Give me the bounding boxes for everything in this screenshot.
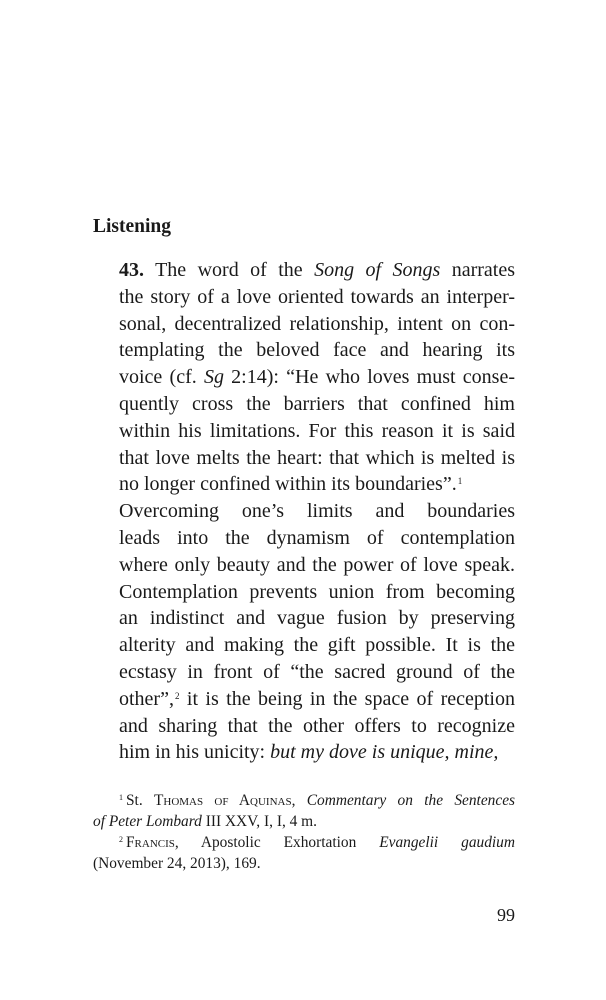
- paragraph-contemplation: [93, 498, 515, 766]
- text-line: 43. The word of the Song of Songs narrates: [119, 259, 515, 281]
- text-line: no longer confined within its boundaries”.$^1$: [119, 473, 463, 496]
- text-line: voice (cf. Sg 2:14): “He who loves must conse-: [119, 366, 515, 389]
- text-line: where only beauty and the power of love speak.: [119, 553, 515, 576]
- footnote-reference: 2: [174, 690, 180, 701]
- footnote-line: (November 24, 2013), 169.: [93, 855, 261, 872]
- footnotes: [93, 790, 515, 874]
- text-line: leads into the dynamism of contemplation: [119, 526, 515, 549]
- italic-text: Commentary on the Sentences: [306, 792, 516, 809]
- book-page: [93, 0, 515, 1000]
- italic-text: Song of Songs: [314, 259, 441, 281]
- footnote-1: [93, 790, 515, 832]
- footnote-line: $^2$ Francis, Apostolic Exhortation Evangelii gaudium: [119, 834, 515, 851]
- paragraph-43: [93, 257, 515, 498]
- italic-text: but my dove is unique, mine,: [270, 741, 499, 764]
- page-number: 99: [497, 905, 515, 925]
- footnote-mark: 2: [119, 835, 123, 844]
- text-line: sonal, decentralized relationship, intent on con-: [119, 312, 515, 335]
- text-line: an indistinct and vague fusion by preserving: [119, 607, 515, 630]
- italic-text: Evangelii gaudium: [379, 834, 515, 851]
- small-caps-name: Thomas of Aquinas: [153, 792, 292, 809]
- text-line: and sharing that the other offers to recognize: [119, 714, 515, 737]
- body-text: [93, 257, 515, 766]
- footnote-line: $^1$ St. Thomas of Aquinas, Commentary on the Sentences: [119, 792, 516, 809]
- section-heading: Listening: [93, 216, 172, 237]
- text-line: quently cross the barriers that confined him: [119, 392, 515, 415]
- footnote-line: of Peter Lombard III XXV, I, I, 4 m.: [93, 813, 318, 830]
- text-line: alterity and making the gift possible. It is the: [119, 634, 515, 657]
- text-line: ecstasy in front of “the sacred ground of the: [119, 660, 515, 683]
- text-line: other”,$^2$ it is the being in the space of reception: [119, 687, 515, 710]
- footnote-mark: 1: [119, 793, 123, 802]
- text-line: within his limitations. For this reason it is said: [119, 419, 515, 442]
- text-line: Overcoming one’s limits and boundaries: [119, 500, 515, 523]
- paragraph-number: 43.: [119, 259, 144, 281]
- text-line: templating the beloved face and hearing its: [119, 339, 515, 362]
- italic-text: Sg: [203, 366, 224, 389]
- text-line: him in his unicity: but my dove is unique, mine,: [119, 741, 499, 764]
- text-line: that love melts the heart: that which is melted is: [119, 446, 515, 469]
- text-line: the story of a love oriented towards an interper-: [119, 285, 515, 308]
- italic-text: of Peter Lombard: [93, 813, 202, 830]
- text-line: Contemplation prevents union from becoming: [119, 580, 515, 603]
- footnote-reference: 1: [457, 476, 463, 487]
- small-caps-name: Francis: [126, 834, 175, 851]
- footnote-2: [93, 832, 515, 874]
